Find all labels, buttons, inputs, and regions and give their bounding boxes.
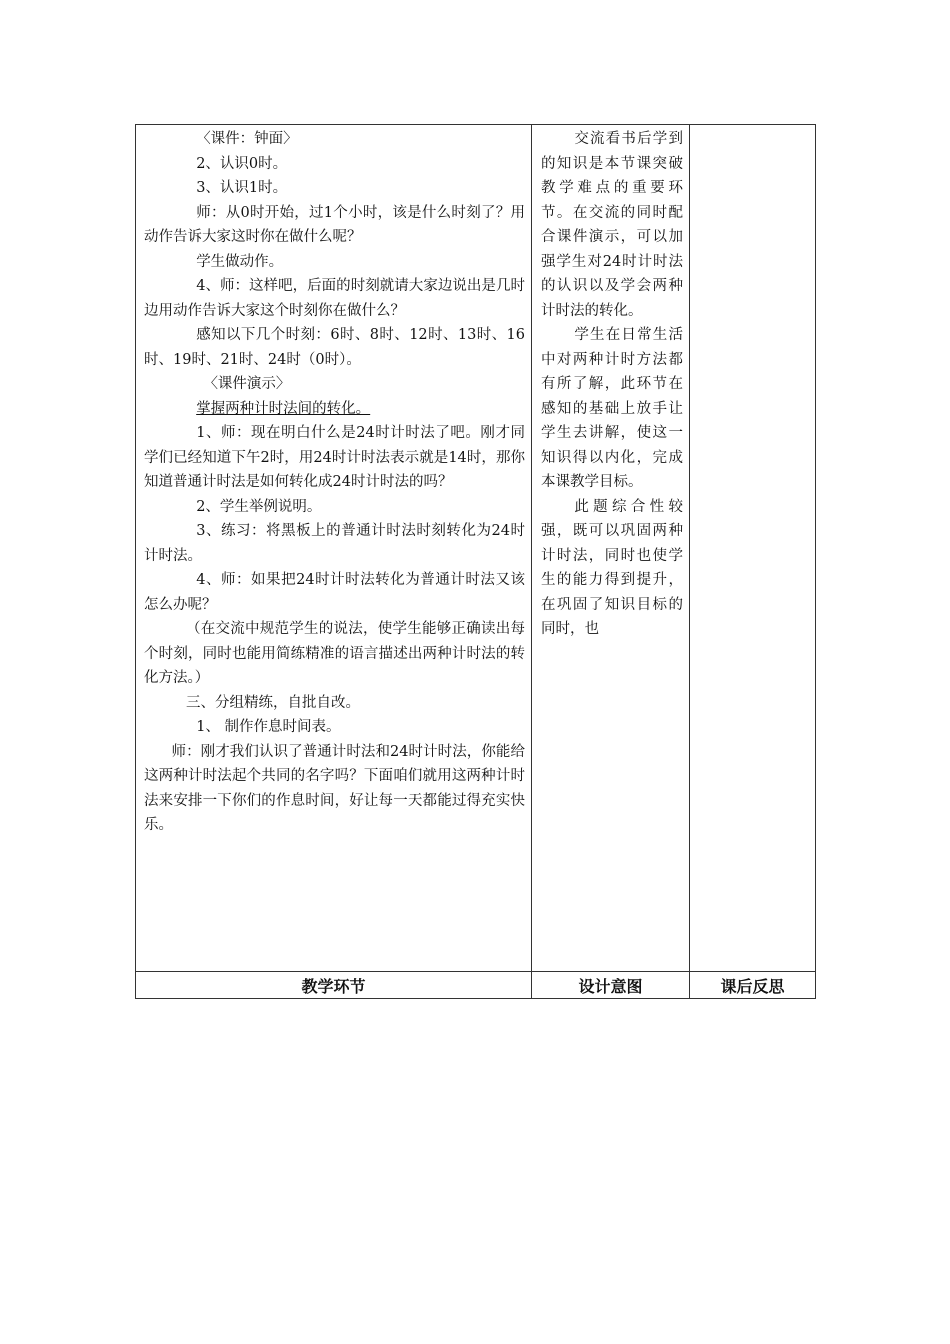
text-line: 1、 制作作息时间表。: [196, 719, 341, 735]
reflection-cell: [690, 125, 816, 972]
text-line: 3、练习：将黑板上的普通计时法时刻转化为24时计时法。: [144, 523, 525, 564]
text-line: 师：从0时开始，过1个小时，该是什么时刻了？用动作告诉大家这时你在做什么呢？: [144, 204, 525, 245]
design-note: 学生在日常生活中对两种计时方法都有所了解，此环节在感知的基础上放手让学生去讲解，使这一知识得以内化，完成本课教学目标。: [541, 327, 683, 490]
text-line: 〈课件：钟面〉: [196, 131, 298, 147]
header-teaching-steps: 教学环节: [136, 972, 532, 999]
text-line: 4、师：如果把24时计时法转化为普通计时法又该怎么办呢？: [144, 572, 525, 613]
design-intent-text: [532, 125, 689, 642]
text-line: （在交流中规范学生的说法，使学生能够正确读出每个时刻，同时也能用简练精准的语言描述出两种计时法的转化方法。）: [144, 621, 525, 686]
teaching-process-text: [136, 125, 531, 838]
content-row: [136, 125, 816, 972]
lesson-plan-table: [135, 124, 816, 999]
design-intent-cell: [532, 125, 690, 972]
header-reflection: 课后反思: [690, 972, 816, 999]
text-line: 1、师：现在明白什么是24时计时法了吧。刚才同学们已经知道下午2时，用24时计时法表示就是14时，那你知道普通计时法是如何转化成24时计时法的吗？: [144, 425, 525, 490]
text-line: 学生做动作。: [196, 253, 284, 270]
text-line: 4、师：这样吧，后面的时刻就请大家边说出是几时边用动作告诉大家这个时刻你在做什么？: [144, 278, 525, 319]
text-line: 2、认识0时。: [196, 155, 288, 172]
text-line: 感知以下几个时刻：6时、8时、12时、13时、16时、19时、21时、24时（0时）。: [144, 327, 525, 368]
header-design-intent: 设计意图: [532, 972, 690, 999]
text-line: 3、认识1时。: [196, 180, 288, 196]
text-line: 〈课件演示〉: [203, 376, 291, 392]
text-line: 师：刚才我们认识了普通计时法和24时计时法，你能给这两种计时法起个共同的名字吗？下面咱们就用这两种计时法来安排一下你们的作息时间，好让每一天都能过得充实快乐。: [144, 743, 525, 833]
design-note: 此题综合性较强，既可以巩固两种计时法，同时也使学生的能力得到提升，在巩固了知识目标的同时，也: [541, 498, 683, 637]
section-heading-text: 掌握两种计时法间的转化。: [196, 400, 371, 417]
teaching-process-cell: [136, 125, 532, 972]
design-note: 交流看书后学到的知识是本节课突破教学难点的重要环节。在交流的同时配合课件演示，可以加强学生对24时计时法的认识以及学会两种计时法的转化。: [541, 131, 683, 319]
section-heading: [144, 397, 525, 422]
text-line: 三、分组精练，自批自改。: [186, 694, 361, 711]
text-line: 2、学生举例说明。: [196, 498, 322, 515]
header-row: [136, 972, 816, 999]
